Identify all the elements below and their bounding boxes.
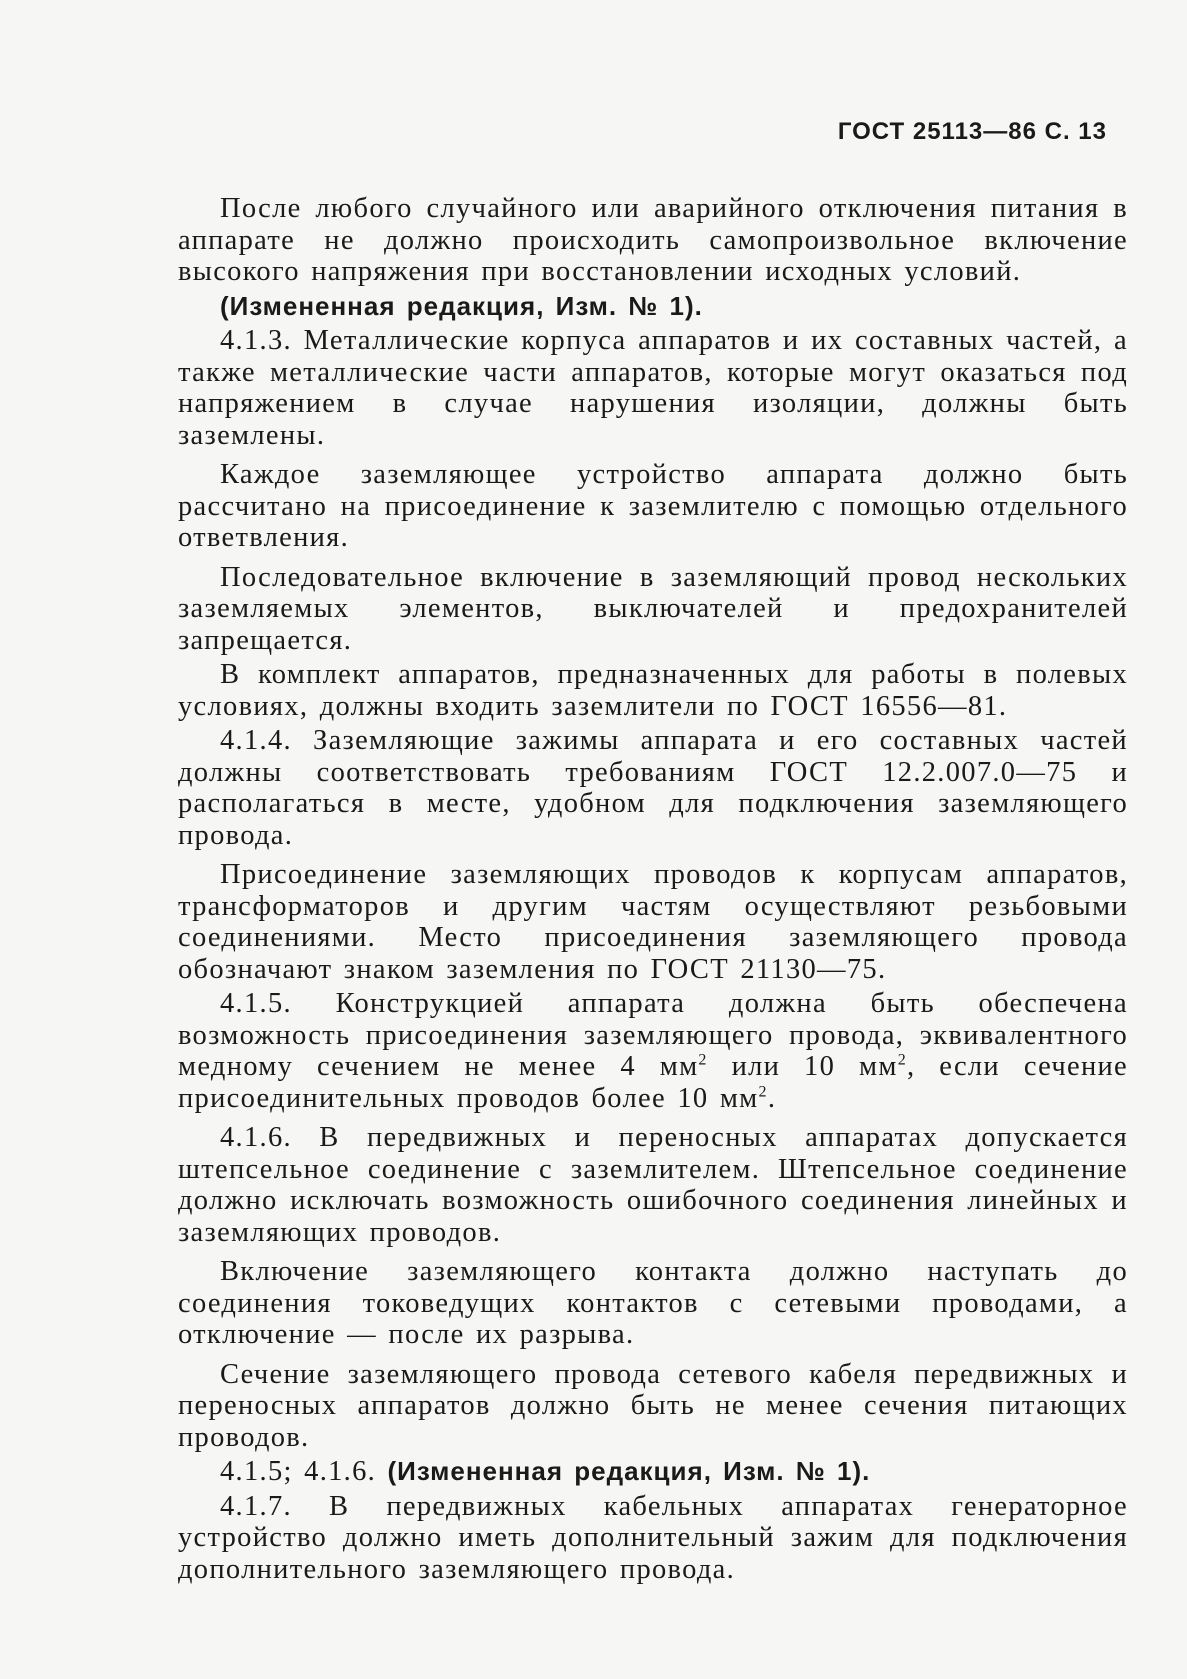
paragraph-field-kit: В комплект аппаратов, предназначенных для работы в полевых условиях, должны входить заземлители по ГОСТ 16556—81. bbox=[178, 659, 1128, 722]
amendment-note-2 bbox=[178, 1456, 1128, 1488]
amendment-note-1: (Измененная редакция, Изм. № 1). bbox=[220, 290, 703, 321]
paragraph-4-1-5-part1: 4.1.5. Конструкцией аппарата должна быть обеспечена возможность присоединения заземляющего провода, эквивалентного медному сечением не менее 4 мм bbox=[178, 988, 1128, 1082]
superscript-2: 2 bbox=[698, 1051, 708, 1069]
paragraph-grounding-connection: Присоединение заземляющих проводов к корпусам аппаратов, трансформаторов и другим частям осуществляют резьбовыми соединениями. Место присоединения заземляющего провода обозначают знаком заземления по ГОСТ 21130—75. bbox=[178, 859, 1128, 985]
document-body bbox=[178, 193, 1128, 1588]
superscript-2: 2 bbox=[897, 1051, 907, 1069]
paragraph-4-1-6: 4.1.6. В передвижных и переносных аппаратах допускается штепсельное соединение с заземлителем. Штепсельное соединение должно исключать возможность ошибочного соединения линейных и заземляющих проводов. bbox=[178, 1122, 1128, 1248]
paragraph-4-1-5 bbox=[178, 988, 1128, 1114]
amendment-note-2-refs: 4.1.5; 4.1.6. bbox=[220, 1456, 388, 1487]
paragraph-4-1-3: 4.1.3. Металлические корпуса аппаратов и их составных частей, а также металлические части аппаратов, которые могут оказаться под напряжением в случае нарушения изоляции, должны быть заземлены. bbox=[178, 325, 1128, 451]
paragraph-grounding-device: Каждое заземляющее устройство аппарата должно быть рассчитано на присоединение к заземлителю с помощью отдельного ответвления. bbox=[178, 459, 1128, 553]
paragraph-series-connection: Последовательное включение в заземляющий провод нескольких заземляемых элементов, выключателей и предохранителей запрещается. bbox=[178, 561, 1128, 656]
paragraph-4-1-5-part2: или 10 мм bbox=[707, 1051, 898, 1082]
paragraph-4-1-5-end: . bbox=[767, 1082, 777, 1114]
paragraph-contact-order: Включение заземляющего контакта должно наступать до соединения токоведущих контактов с сетевыми проводами, а отключение — после их разрыва. bbox=[178, 1256, 1128, 1350]
running-header: ГОСТ 25113—86 С. 13 bbox=[837, 118, 1107, 145]
amendment-note-2-text: (Измененная редакция, Изм. № 1). bbox=[387, 1456, 871, 1486]
paragraph-4-1-7: 4.1.7. В передвижных кабельных аппаратах генераторное устройство должно иметь дополнительный зажим для подключения дополнительного заземляющего провода. bbox=[178, 1490, 1128, 1585]
paragraph-4-1-5-part3: , если сечение присоединительных проводов более 10 мм bbox=[178, 1051, 1128, 1114]
superscript-2: 2 bbox=[758, 1083, 768, 1100]
paragraph-power-restore: После любого случайного или аварийного отключения питания в аппарате не должно происходить самопроизвольное включение высокого напряжения при восстановлении исходных условий. bbox=[178, 193, 1128, 287]
paragraph-cable-section: Сечение заземляющего провода сетевого кабеля передвижных и переносных аппаратов должно быть не менее сечения питающих проводов. bbox=[178, 1358, 1128, 1453]
paragraph-4-1-4: 4.1.4. Заземляющие зажимы аппарата и его составных частей должны соответствовать требованиям ГОСТ 12.2.007.0—75 и располагаться в месте, удобном для подключения заземляющего провода. bbox=[178, 725, 1128, 851]
